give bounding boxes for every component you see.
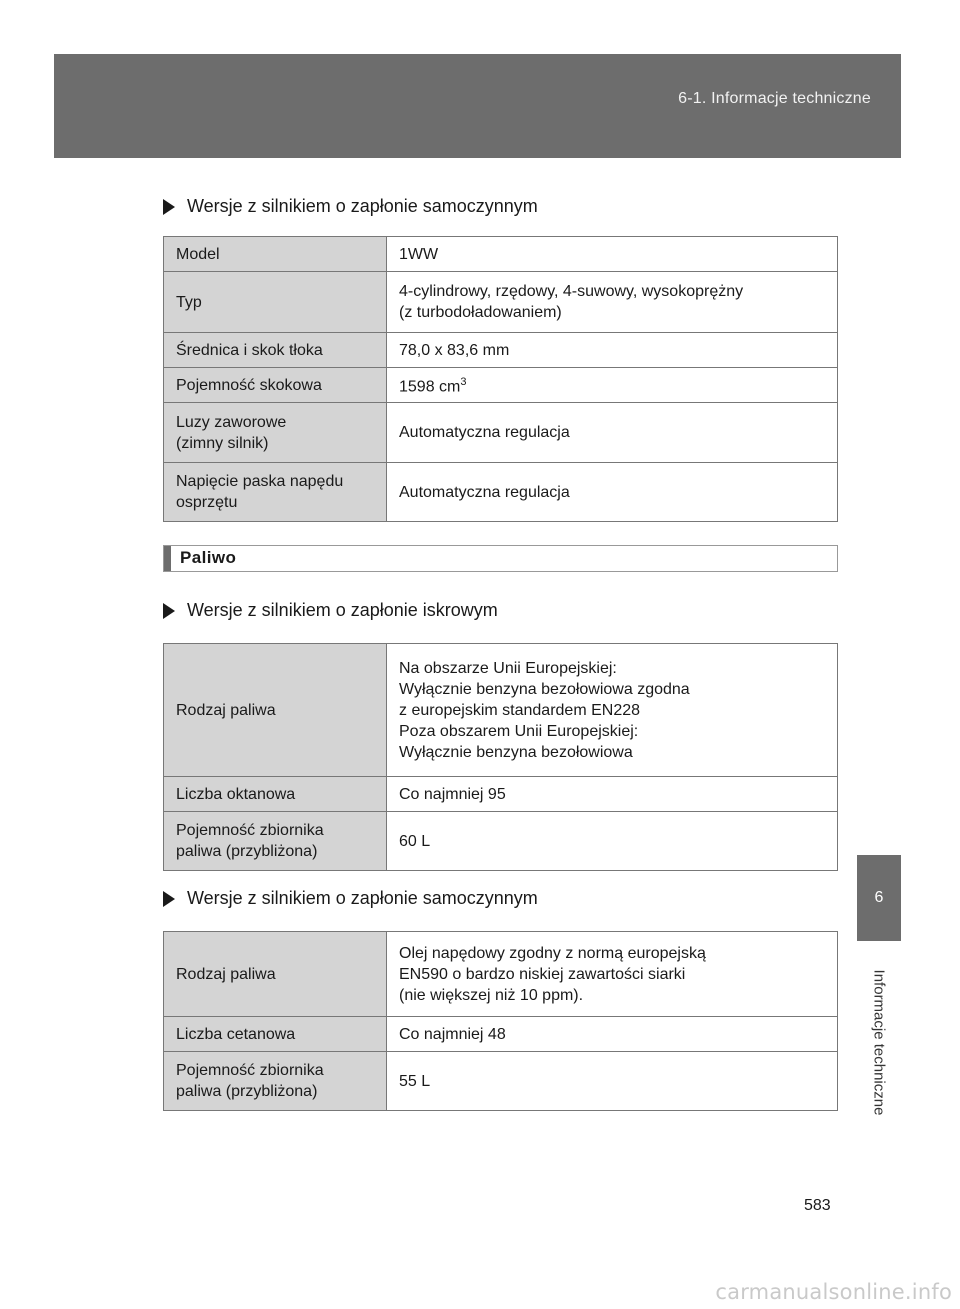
displacement-unit-superscript: 3 — [460, 376, 467, 389]
row-label — [164, 463, 387, 522]
page-number: 583 — [804, 1197, 831, 1214]
diesel-engine-heading — [163, 196, 538, 217]
petrol-fuel-heading-text: Wersje z silnikiem o zapłonie iskrowym — [187, 600, 498, 620]
row-value — [387, 932, 838, 1017]
table-row — [164, 1017, 838, 1052]
row-label: Liczba oktanowa — [164, 777, 387, 812]
row-label — [164, 403, 387, 463]
page-header — [54, 54, 901, 158]
label-line: paliwa (przybliżona) — [176, 843, 318, 860]
row-value: 60 L — [387, 812, 838, 871]
table-row — [164, 333, 838, 368]
diesel-fuel-table — [163, 931, 838, 1111]
row-label: Rodzaj paliwa — [164, 644, 387, 777]
fuel-section-title: Paliwo — [180, 548, 237, 567]
table-row — [164, 272, 838, 333]
row-label: Liczba cetanowa — [164, 1017, 387, 1052]
row-value: 1WW — [387, 237, 838, 272]
value-line: Wyłącznie benzyna bezołowiowa zgodna — [399, 680, 690, 698]
arrow-right-icon — [163, 891, 175, 907]
value-line: Wyłącznie benzyna bezołowiowa — [399, 743, 633, 761]
table-row — [164, 368, 838, 403]
row-label: Rodzaj paliwa — [164, 932, 387, 1017]
diesel-engine-heading-text: Wersje z silnikiem o zapłonie samoczynnym — [187, 196, 538, 216]
value-line: EN590 o bardzo niskiej zawartości siarki — [399, 965, 686, 983]
row-value: Co najmniej 95 — [387, 777, 838, 812]
section-bar-accent — [164, 546, 171, 571]
table-row — [164, 1052, 838, 1111]
displacement-value: 1598 cm — [399, 378, 461, 396]
watermark: carmanualsonline.info — [715, 1280, 952, 1304]
label-line: osprzętu — [176, 494, 238, 511]
row-label: Pojemność skokowa — [164, 368, 387, 403]
header-title: 6-1. Informacje techniczne — [678, 90, 871, 107]
table-row — [164, 403, 838, 463]
label-line: paliwa (przybliżona) — [176, 1083, 318, 1100]
table-row — [164, 777, 838, 812]
table-row — [164, 463, 838, 522]
diesel-fuel-heading — [163, 888, 538, 909]
row-label: Typ — [164, 272, 387, 333]
row-value: Automatyczna regulacja — [387, 463, 838, 522]
value-line: Olej napędowy zgodny z normą europejską — [399, 944, 706, 962]
table-row — [164, 644, 838, 777]
label-line: Napięcie paska napędu — [176, 473, 344, 490]
value-line: (z turbodoładowaniem) — [399, 304, 562, 321]
row-label — [164, 1052, 387, 1111]
value-line: 4-cylindrowy, rzędowy, 4-suwowy, wysokoprężny — [399, 283, 744, 300]
label-line: Luzy zaworowe — [176, 413, 287, 431]
row-label: Model — [164, 237, 387, 272]
chapter-number-tab: 6 — [857, 855, 901, 941]
petrol-fuel-heading — [163, 600, 498, 621]
value-line: Poza obszarem Unii Europejskiej: — [399, 722, 639, 740]
value-line: (nie większej niż 10 ppm). — [399, 986, 584, 1004]
value-line: Na obszarze Unii Europejskiej: — [399, 659, 617, 677]
label-line: Pojemność zbiornika — [176, 822, 324, 839]
chapter-side-label-text: Informacje techniczne — [870, 969, 888, 1116]
table-row — [164, 932, 838, 1017]
value-line: z europejskim standardem EN228 — [399, 701, 641, 719]
chapter-side-label — [857, 945, 901, 1140]
row-label — [164, 812, 387, 871]
table-row — [164, 237, 838, 272]
label-line: (zimny silnik) — [176, 434, 269, 452]
petrol-fuel-table — [163, 643, 838, 871]
row-label: Średnica i skok tłoka — [164, 333, 387, 368]
row-value — [387, 644, 838, 777]
fuel-section-bar — [163, 545, 838, 572]
row-value — [387, 272, 838, 333]
arrow-right-icon — [163, 199, 175, 215]
label-line: Pojemność zbiornika — [176, 1062, 324, 1079]
row-value: Automatyczna regulacja — [387, 403, 838, 463]
diesel-fuel-heading-text: Wersje z silnikiem o zapłonie samoczynnym — [187, 888, 538, 908]
row-value: 78,0 x 83,6 mm — [387, 333, 838, 368]
row-value — [387, 368, 838, 403]
row-value: 55 L — [387, 1052, 838, 1111]
row-value: Co najmniej 48 — [387, 1017, 838, 1052]
table-row — [164, 812, 838, 871]
engine-spec-table — [163, 236, 838, 522]
arrow-right-icon — [163, 603, 175, 619]
